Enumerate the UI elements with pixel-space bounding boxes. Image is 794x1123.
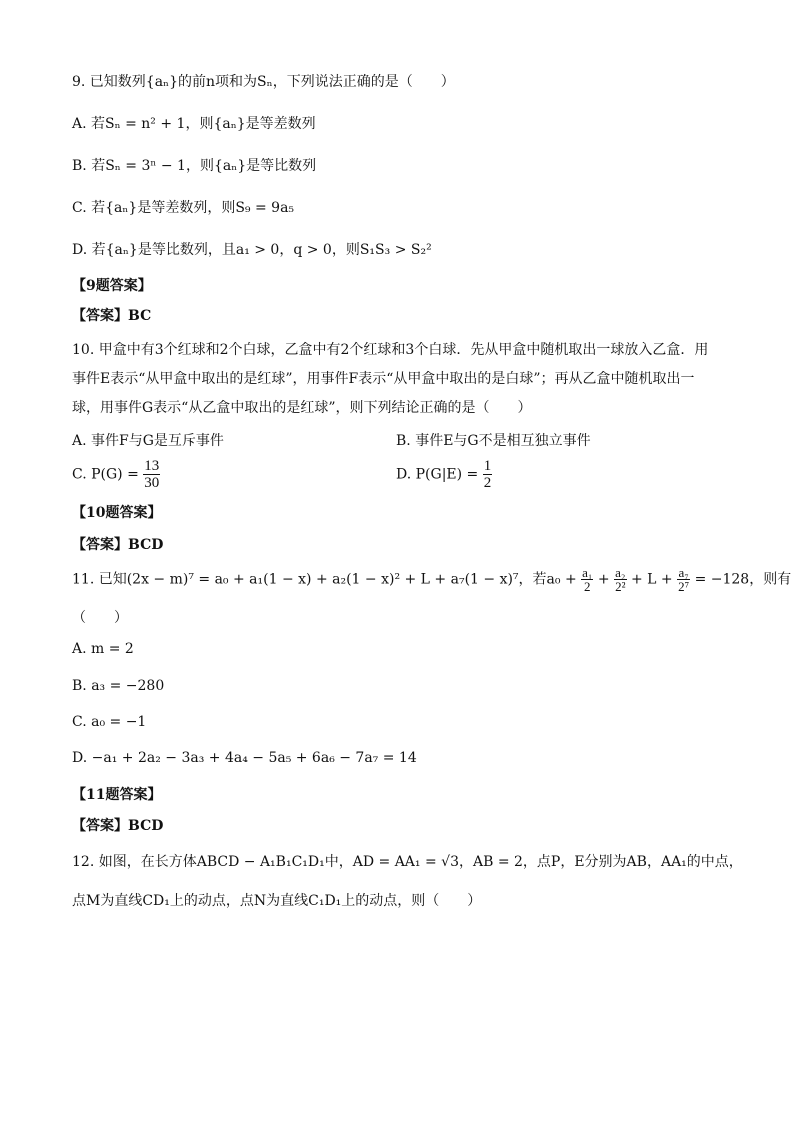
q10-answer: 【答案】BCD: [72, 537, 164, 553]
q11-option-a: A. m = 2: [72, 641, 134, 657]
q9-option-c: C. 若{aₙ}是等差数列，则S₉ = 9a₅: [72, 200, 295, 216]
q10-option-d-label: D. P(G|E) =: [396, 466, 479, 483]
q10-option-c-denominator: 30: [144, 475, 160, 491]
q9-option-b: B. 若Sₙ = 3ⁿ − 1，则{aₙ}是等比数列: [72, 158, 317, 174]
q9-option-a: A. 若Sₙ = n² + 1，则{aₙ}是等差数列: [72, 116, 316, 132]
q10-option-c-numerator: 13: [144, 458, 160, 474]
q11-fraction-1: [581, 566, 593, 593]
q11-fraction-1-numerator: a₁: [582, 565, 593, 580]
q9-answer-heading: 【9题答案】: [72, 278, 152, 294]
q10-stem-line3: 球，用事件G表示“从乙盒中取出的是红球”，则下列结论正确的是（ ）: [72, 400, 532, 416]
q11-fraction-1-denominator: 2: [584, 579, 591, 594]
q10-option-d-denominator: 2: [483, 475, 492, 491]
q11-fraction-3: [677, 566, 690, 593]
q12-stem-line1: 12. 如图，在长方体ABCD − A₁B₁C₁D₁中，AD = AA₁ = √3，AB = 2，点P，E分别为AB，AA₁的中点，: [72, 854, 743, 870]
q9-option-d: D. 若{aₙ}是等比数列，且a₁ > 0，q > 0，则S₁S₃ > S₂²: [72, 242, 432, 258]
q11-fraction-2-numerator: a₂: [615, 565, 626, 580]
q10-option-c: [72, 458, 160, 491]
q10-option-d-numerator: 1: [483, 458, 492, 474]
q11-stem-part1: 11. 已知(2x − m)⁷ = a₀ + a₁(1 − x) + a₂(1 − x)² + L + a₇(1 − x)⁷，若a₀ +: [72, 571, 577, 588]
q10-answer-heading: 【10题答案】: [72, 505, 162, 521]
q10-option-d: [396, 458, 492, 491]
q11-stem-line1: [72, 566, 791, 593]
q10-option-a: A. 事件F与G是互斥事件: [72, 433, 224, 449]
q11-stem-part2: + L +: [630, 571, 673, 588]
q10-stem-line2: 事件E表示“从甲盒中取出的是红球”，用事件F表示“从甲盒中取出的是白球”；再从乙盒中随机取出一: [72, 371, 695, 387]
q10-option-c-fraction: [143, 458, 160, 491]
q11-fraction-3-denominator: 2⁷: [678, 579, 690, 594]
q11-answer-heading: 【11题答案】: [72, 787, 162, 803]
q11-stem-part3: = −128，则有: [694, 571, 792, 588]
q11-answer: 【答案】BCD: [72, 818, 164, 834]
q11-stem-line2: （ ）: [72, 610, 128, 626]
q11-fraction-2-denominator: 2²: [615, 579, 626, 594]
q10-option-b: B. 事件E与G不是相互独立事件: [396, 433, 591, 449]
q11-plus: +: [597, 571, 610, 588]
q11-option-b: B. a₃ = −280: [72, 678, 165, 694]
q12-stem-line2: 点M为直线CD₁上的动点，点N为直线C₁D₁上的动点，则（ ）: [72, 893, 482, 909]
q11-fraction-2: [614, 566, 626, 593]
q9-stem: 9. 已知数列{aₙ}的前n项和为Sₙ，下列说法正确的是（ ）: [72, 74, 455, 90]
q10-option-c-label: C. P(G) =: [72, 466, 139, 483]
q9-answer: 【答案】BC: [72, 308, 152, 324]
q11-option-c: C. a₀ = −1: [72, 714, 147, 730]
q10-option-d-fraction: [483, 458, 493, 491]
q11-fraction-3-numerator: a₇: [678, 565, 689, 580]
q10-stem-line1: 10. 甲盒中有3个红球和2个白球，乙盒中有2个红球和3个白球．先从甲盒中随机取出一球放入乙盒．用: [72, 342, 709, 358]
q11-option-d: D. −a₁ + 2a₂ − 3a₃ + 4a₄ − 5a₅ + 6a₆ − 7a₇ = 14: [72, 750, 417, 766]
